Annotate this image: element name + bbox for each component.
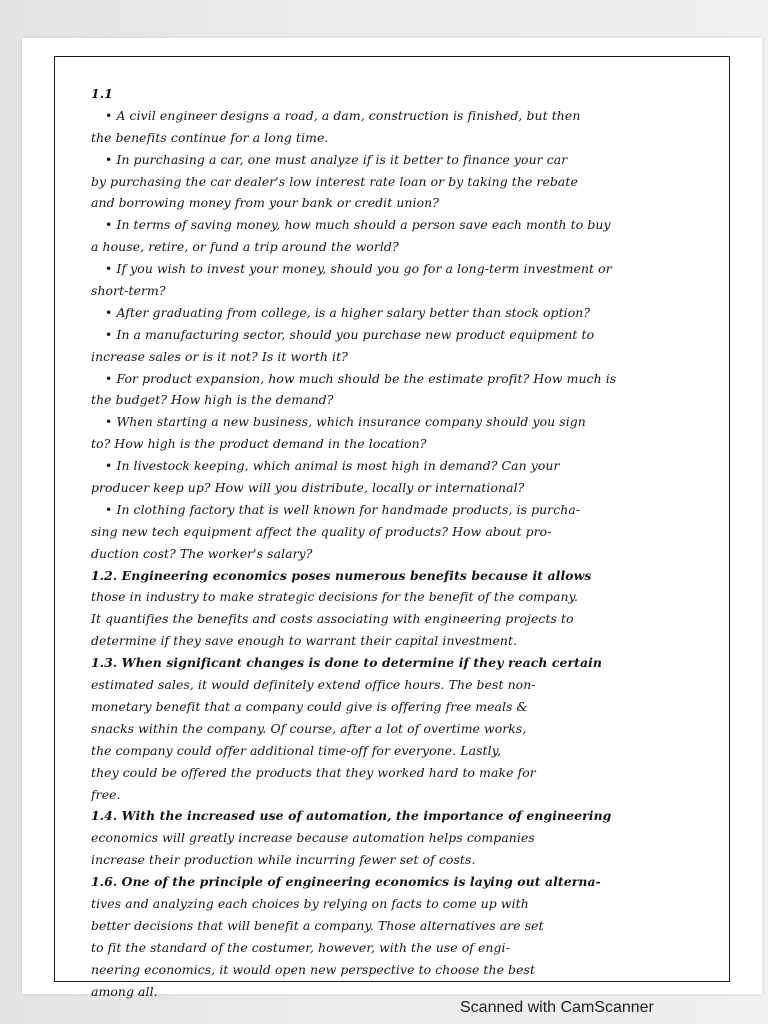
handwritten-line: • In a manufacturing sector, should you purchase new product equipment to [105,326,595,342]
handwritten-line: 1.3. When significant changes is done to determine if they reach certain [91,655,603,671]
handwritten-line: economics will greatly increase because automation helps companies [91,830,535,846]
handwritten-line: duction cost? The worker's salary? [91,545,313,561]
handwritten-line: those in industry to make strategic decisions for the benefit of the company. [91,589,579,605]
handwritten-line: increase their production while incurring fewer set of costs. [91,852,476,868]
handwritten-line: by purchasing the car dealer's low interest rate loan or by taking the rebate [91,173,578,189]
handwritten-line: producer keep up? How will you distribute, locally or international? [91,480,525,496]
handwritten-line: • In terms of saving money, how much should a person save each month to buy [105,217,611,233]
handwritten-line: short-term? [91,283,166,299]
handwritten-line: • After graduating from college, is a higher salary better than stock option? [105,304,591,320]
handwritten-line: 1.2. Engineering economics poses numerous benefits because it allows [91,567,592,583]
handwritten-line: 1.6. One of the principle of engineering economics is laying out alterna- [91,874,601,890]
handwritten-line: tives and analyzing each choices by relying on facts to come up with [91,895,529,911]
page-border [54,56,730,999]
handwritten-line: neering economics, it would open new perspective to choose the best [91,961,536,977]
handwritten-line: • For product expansion, how much should be the estimate profit? How much is [105,370,617,386]
handwritten-line: It quantifies the benefits and costs associating with engineering projects to [91,611,574,627]
scanner-watermark-caption: Scanned with CamScanner [460,999,654,1016]
handwritten-line: estimated sales, it would definitely extend office hours. The best non- [91,677,536,693]
handwritten-line: • A civil engineer designs a road, a dam, construction is finished, but then [105,107,581,123]
handwritten-line: monetary benefit that a company could give is offering free meals & [91,698,528,714]
handwritten-line: to? How high is the product demand in the location? [91,436,427,452]
handwritten-line: sing new tech equipment affect the quality of products? How about pro- [91,523,552,539]
handwritten-line: • In livestock keeping, which animal is most high in demand? Can your [105,458,560,474]
handwritten-line: • In clothing factory that is well known for handmade products, is purcha- [105,501,581,517]
handwritten-line: determine if they save enough to warrant their capital investment. [91,633,518,649]
handwritten-line: increase sales or is it not? Is it worth it? [91,348,348,364]
handwritten-line: 1.4. With the increased use of automation, the importance of engineering [91,808,612,824]
handwritten-line: 1.1 [91,86,113,101]
handwritten-line: snacks within the company. Of course, after a lot of overtime works, [91,720,527,736]
handwritten-line: • When starting a new business, which insurance company should you sign [105,414,586,430]
handwritten-answers [91,83,761,1002]
handwritten-line: a house, retire, or fund a trip around the world? [91,239,399,255]
paper-sheet [22,38,762,999]
handwritten-line: among all. [91,983,158,999]
handwritten-line: and borrowing money from your bank or credit union? [91,195,439,211]
handwritten-line: free. [91,786,121,802]
handwritten-line: they could be offered the products that they worked hard to make for [91,764,536,780]
handwritten-line: • In purchasing a car, one must analyze if is it better to finance your car [105,151,568,167]
handwritten-line: the company could offer additional time-off for everyone. Lastly, [91,742,502,758]
handwritten-line: the budget? How high is the demand? [91,392,334,408]
handwritten-line: to fit the standard of the costumer, however, with the use of engi- [91,939,510,955]
handwritten-line: better decisions that will benefit a company. Those alternatives are set [91,917,544,933]
handwritten-line: the benefits continue for a long time. [91,129,329,145]
handwritten-line: • If you wish to invest your money, should you go for a long-term investment or [105,261,612,277]
